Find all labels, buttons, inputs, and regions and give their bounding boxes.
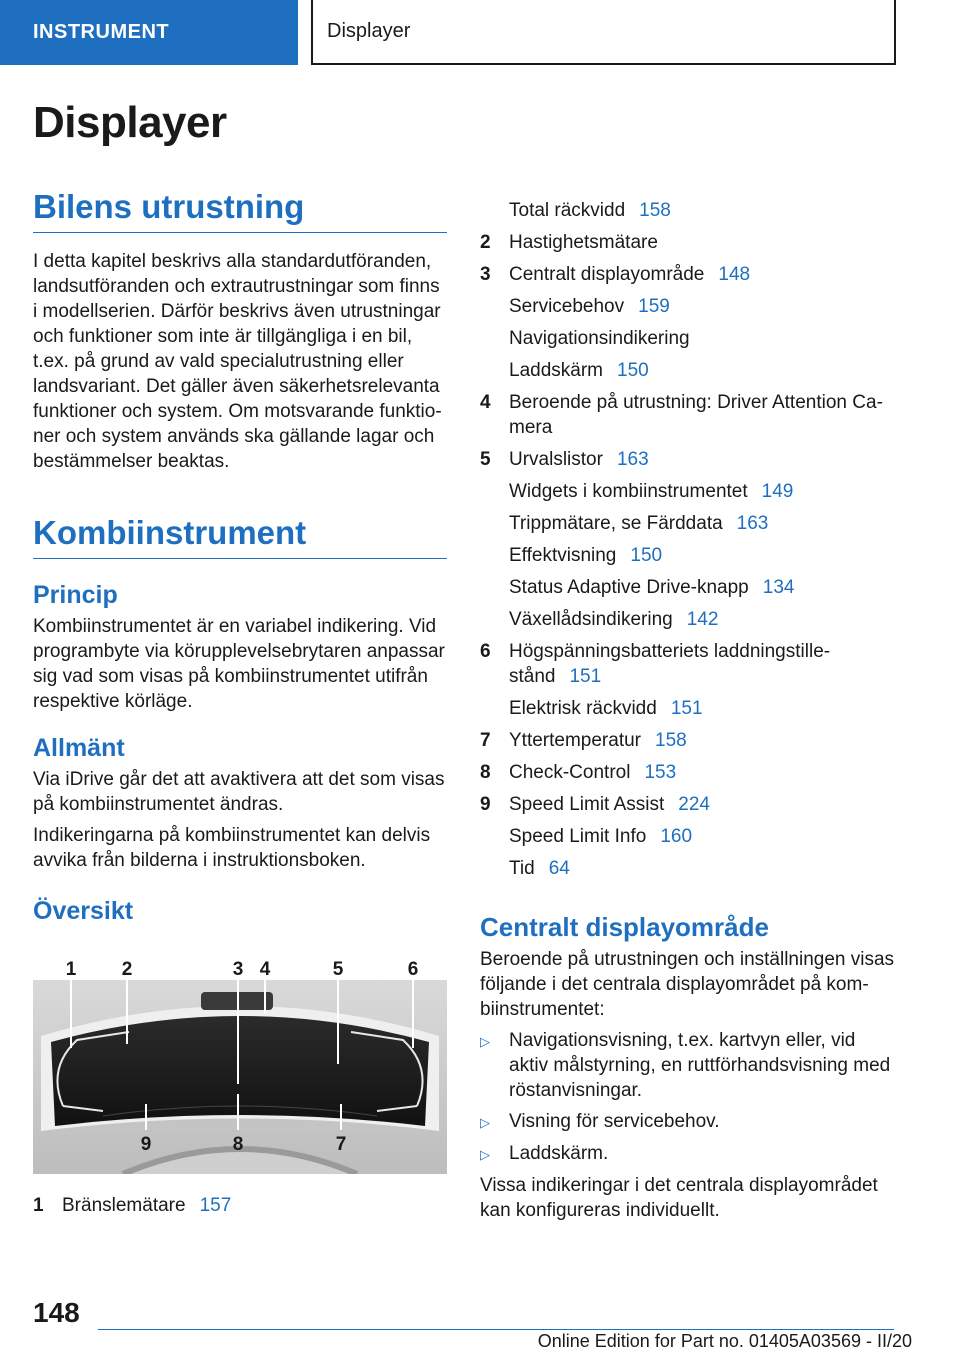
allmant-body-2: Indikeringarna på kombiinstrumentet kan delvis avvika från bilderna i instruktionsboken. bbox=[33, 825, 431, 871]
bullet-item bbox=[480, 1028, 898, 1103]
figure-label-5: 5 bbox=[332, 959, 344, 980]
legend-item bbox=[480, 635, 898, 692]
footer-edition: Online Edition for Part no. 01405A03569 - II/20 bbox=[537, 1331, 912, 1351]
heading-centralt-displayomrade: Centralt displayområde bbox=[480, 912, 769, 942]
central-bullet-list bbox=[480, 1028, 898, 1167]
page-reference-link[interactable]: 158 bbox=[639, 199, 671, 221]
legend-text: Trippmätare, se Färddata bbox=[509, 512, 723, 534]
central-intro: Beroende på utrustningen och inställningen visas följande i det centrala displayområdet på kombiinstrumentet: bbox=[480, 949, 895, 1020]
legend-text: Hastighetsmätare bbox=[509, 231, 658, 253]
legend-item bbox=[480, 852, 898, 884]
legend-text: Bränslemätare bbox=[62, 1194, 186, 1216]
legend-item bbox=[480, 443, 898, 475]
legend-item bbox=[480, 756, 898, 788]
legend-list-left bbox=[33, 1189, 447, 1221]
legend-number: 8 bbox=[480, 761, 491, 783]
legend-item bbox=[480, 788, 898, 820]
legend-item bbox=[480, 226, 898, 258]
legend-item bbox=[480, 820, 898, 852]
page-reference-link[interactable]: 157 bbox=[199, 1194, 232, 1216]
legend-item bbox=[480, 603, 898, 635]
legend-item bbox=[480, 386, 898, 443]
triangle-bullet-icon: ▷ bbox=[480, 1034, 490, 1049]
page-reference-link[interactable]: 64 bbox=[548, 857, 570, 879]
legend-item bbox=[480, 692, 898, 724]
legend-text: Speed Limit Info bbox=[509, 825, 647, 847]
allmant-body-1: Via iDrive går det att avaktivera att det som visas på kombiinstrumentet ändras. bbox=[33, 769, 445, 815]
legend-text: Beroende på utrustning: Driver Attention Camera bbox=[509, 391, 883, 438]
legend-item bbox=[480, 571, 898, 603]
heading-allmant: Allmänt bbox=[33, 734, 125, 762]
bullet-item bbox=[480, 1109, 898, 1135]
legend-number: 7 bbox=[480, 729, 491, 751]
page-reference-link[interactable]: 151 bbox=[670, 697, 703, 719]
legend-number bbox=[480, 198, 509, 223]
page-reference-link[interactable]: 160 bbox=[660, 825, 693, 847]
heading-oversikt: Översikt bbox=[33, 897, 134, 925]
page-reference-link[interactable]: 153 bbox=[644, 761, 677, 783]
legend-text: Yttertemperatur bbox=[509, 729, 641, 751]
figure-label-6: 6 bbox=[407, 959, 419, 980]
legend-item bbox=[480, 290, 898, 322]
heading-princip: Princip bbox=[33, 581, 118, 609]
legend-text: Navigationsindikering bbox=[509, 327, 690, 349]
legend-number bbox=[480, 358, 509, 383]
legend-item bbox=[480, 507, 898, 539]
legend-text: Servicebehov bbox=[509, 295, 625, 317]
legend-list-right bbox=[480, 194, 898, 884]
figure-label-1: 1 bbox=[65, 959, 77, 980]
figure-label-3: 3 bbox=[232, 959, 244, 980]
figure-label-7: 7 bbox=[335, 1134, 347, 1155]
left-column bbox=[33, 188, 447, 1221]
legend-text: Widgets i kombiinstrumentet bbox=[509, 480, 748, 502]
footer-divider bbox=[98, 1329, 894, 1330]
page-reference-link[interactable]: 163 bbox=[616, 448, 649, 470]
legend-text: Elektrisk räckvidd bbox=[509, 697, 657, 719]
legend-number bbox=[480, 326, 509, 351]
legend-number bbox=[480, 696, 509, 721]
legend-item bbox=[480, 539, 898, 571]
page-reference-link[interactable]: 134 bbox=[762, 576, 795, 598]
figure-label-4: 4 bbox=[259, 959, 271, 980]
page-title: Displayer bbox=[33, 98, 227, 147]
page-reference-link[interactable]: 151 bbox=[569, 665, 602, 687]
triangle-bullet-icon: ▷ bbox=[480, 1147, 490, 1162]
bullet-text: Visning för servicebehov. bbox=[509, 1111, 720, 1132]
legend-text: Centralt displayområde bbox=[509, 263, 705, 285]
legend-number bbox=[480, 511, 509, 536]
heading-bilens-utrustning: Bilens utrustning bbox=[33, 188, 447, 233]
legend-item bbox=[480, 354, 898, 386]
legend-number: 1 bbox=[33, 1194, 44, 1216]
legend-text: Total räckvidd bbox=[509, 199, 626, 221]
page-number: 148 bbox=[33, 1297, 80, 1328]
chapter-tab[interactable] bbox=[311, 0, 896, 65]
legend-item bbox=[480, 194, 898, 226]
figure-label-2: 2 bbox=[121, 959, 133, 980]
legend-text: Urvalslistor bbox=[509, 448, 603, 470]
triangle-bullet-icon: ▷ bbox=[480, 1115, 490, 1130]
legend-text: Speed Limit Assist bbox=[509, 793, 665, 815]
legend-text: Status Adaptive Drive-knapp bbox=[509, 576, 749, 598]
page-reference-link[interactable]: 158 bbox=[655, 729, 687, 751]
bullet-text: Navigationsvisning, t.ex. kartvyn eller, vid aktiv målstyrning, en ruttförhandsvisning med röstanvisningar. bbox=[509, 1030, 891, 1101]
page-reference-link[interactable]: 159 bbox=[638, 295, 670, 317]
legend-item bbox=[480, 724, 898, 756]
legend-text: Check-Control bbox=[509, 761, 631, 783]
legend-item bbox=[480, 258, 898, 290]
legend-number: 2 bbox=[480, 231, 491, 253]
central-outro: Vissa indikeringar i det centrala displayområdet kan konfigureras individuellt. bbox=[480, 1175, 878, 1221]
bullet-text: Laddskärm. bbox=[509, 1143, 609, 1164]
page-reference-link[interactable]: 150 bbox=[630, 544, 663, 566]
legend-number bbox=[480, 607, 509, 632]
legend-number: 4 bbox=[480, 391, 491, 413]
legend-number: 3 bbox=[480, 263, 491, 285]
legend-text: Högspänningsbatteriets laddningstillestånd bbox=[509, 640, 831, 687]
bilens-body: I detta kapitel beskrivs alla standardutföranden, landsutföranden och extrautrustningar som finns i modellserien. Därför beskrivs även utrustningar och funktioner som inte är tillgängliga i en bil, t.ex. på grund av vald specialutrustning eller landsvariant. Det gäller även säkerhetsrelevanta funktioner och system. Om motsvarande funktioner och system används ska gällande lagar och bestämmelser beaktas. bbox=[33, 251, 442, 472]
page-reference-link[interactable]: 163 bbox=[736, 512, 769, 534]
right-column bbox=[480, 194, 898, 1223]
bullet-item bbox=[480, 1141, 898, 1167]
instrument-cluster-figure bbox=[33, 956, 447, 1174]
legend-number bbox=[480, 543, 509, 568]
legend-text: Växellådsindikering bbox=[509, 608, 673, 630]
legend-item bbox=[480, 475, 898, 507]
heading-kombiinstrument: Kombiinstrument bbox=[33, 514, 447, 559]
page-reference-link[interactable]: 148 bbox=[718, 263, 751, 285]
legend-number bbox=[480, 824, 509, 849]
legend-number: 5 bbox=[480, 448, 491, 470]
legend-number bbox=[480, 575, 509, 600]
section-label: INSTRUMENT bbox=[33, 21, 170, 43]
princip-body: Kombiinstrumentet är en variabel indikering. Vid programbyte via körupplevelsebrytaren anpassar sig vad som visas på kombiinstrumentet utifrån respektive körläge. bbox=[33, 616, 445, 712]
page-reference-link[interactable]: 149 bbox=[761, 480, 794, 502]
legend-item bbox=[33, 1189, 447, 1221]
legend-text: Laddskärm bbox=[509, 359, 603, 381]
section-tab[interactable] bbox=[0, 0, 298, 65]
legend-number bbox=[480, 479, 509, 504]
page-reference-link[interactable]: 142 bbox=[686, 608, 719, 630]
figure-label-9: 9 bbox=[140, 1134, 152, 1155]
legend-number: 9 bbox=[480, 793, 491, 815]
page-reference-link[interactable]: 150 bbox=[617, 359, 649, 381]
legend-item bbox=[480, 322, 898, 354]
legend-number bbox=[480, 856, 509, 881]
legend-number: 6 bbox=[480, 640, 491, 662]
legend-number bbox=[480, 294, 509, 319]
chapter-label: Displayer bbox=[327, 20, 411, 42]
legend-text: Effektvisning bbox=[509, 544, 617, 566]
page-reference-link[interactable]: 224 bbox=[678, 793, 710, 815]
legend-text: Tid bbox=[509, 857, 535, 879]
figure-label-8: 8 bbox=[232, 1134, 244, 1155]
